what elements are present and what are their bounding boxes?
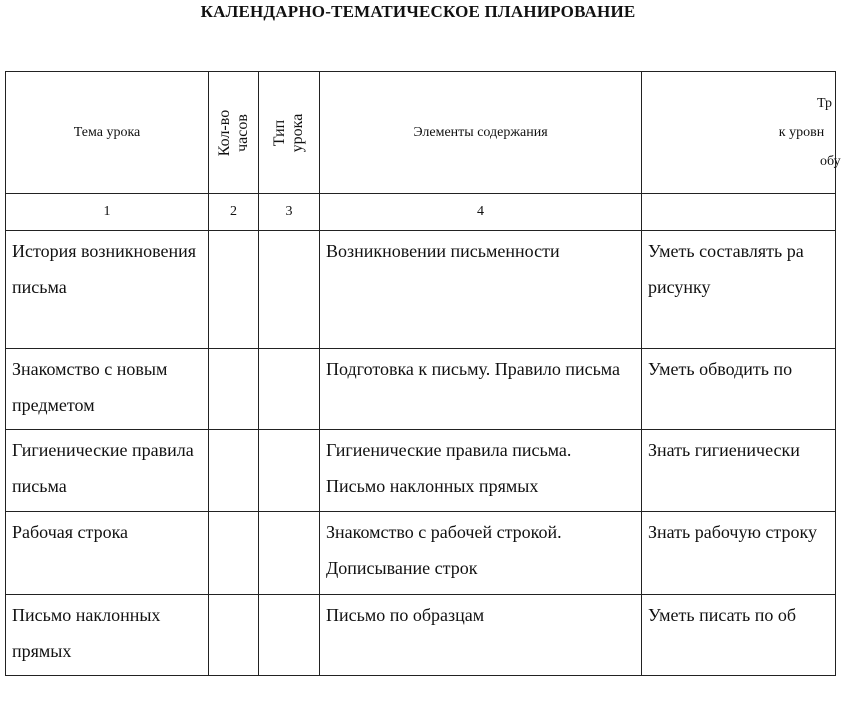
- table-row: [6, 512, 836, 595]
- row-type: [259, 231, 320, 349]
- row-topic: Рабочая строка: [6, 512, 209, 595]
- header-row: [6, 72, 836, 194]
- page-title: КАЛЕНДАРНО-ТЕМАТИЧЕСКОЕ ПЛАНИРОВАНИЕ: [200, 2, 636, 21]
- row-topic: Письмо наклонных прямых: [6, 595, 209, 676]
- header-req-line1: Тр: [816, 96, 833, 111]
- row-content: Письмо по образцам: [320, 595, 642, 676]
- header-hours-line2: часов: [233, 113, 251, 152]
- column-number: 2: [209, 194, 259, 231]
- header-topic: Тема урока: [6, 72, 209, 194]
- header-hours: [209, 72, 259, 194]
- row-hours: [209, 512, 259, 595]
- row-topic: История возникновения письма: [6, 231, 209, 349]
- column-number: 1: [6, 194, 209, 231]
- row-type: [259, 512, 320, 595]
- row-topic: Гигиенические правила письма: [6, 430, 209, 512]
- row-content: Возникновении письменности: [320, 231, 642, 349]
- row-type: [259, 430, 320, 512]
- header-req-line3: обу: [820, 154, 841, 169]
- row-requirement: Уметь писать по об: [642, 595, 836, 676]
- row-requirement: Уметь обводить по: [642, 349, 836, 430]
- table-row: [6, 231, 836, 349]
- row-hours: [209, 430, 259, 512]
- row-topic: Знакомство с новым предметом: [6, 349, 209, 430]
- row-hours: [209, 231, 259, 349]
- row-hours: [209, 349, 259, 430]
- row-content: Знакомство с рабочей строкой. Дописывание строк: [320, 512, 642, 595]
- column-number-row: [6, 194, 836, 231]
- header-content: Элементы содержания: [320, 72, 642, 194]
- row-content: Подготовка к письму. Правило письма: [320, 349, 642, 430]
- header-type-line2: урока: [289, 113, 306, 152]
- header-type-line1: Тип: [271, 119, 288, 146]
- column-number: [642, 194, 836, 231]
- table-row: [6, 430, 836, 512]
- table-row: [6, 595, 836, 676]
- table-row: [6, 349, 836, 430]
- column-number: 3: [259, 194, 320, 231]
- header-req-line2: к уровн: [778, 125, 825, 140]
- row-type: [259, 349, 320, 430]
- row-requirement: Знать рабочую строку: [642, 512, 836, 595]
- row-hours: [209, 595, 259, 676]
- row-requirement: Уметь составлять ра рисунку: [642, 231, 836, 349]
- planning-table: [5, 71, 841, 676]
- header-requirements: [642, 72, 841, 194]
- row-type: [259, 595, 320, 676]
- row-requirement: Знать гигиенически: [642, 430, 836, 512]
- column-number: 4: [320, 194, 642, 231]
- row-content: Гигиенические правила письма. Письмо наклонных прямых: [320, 430, 642, 512]
- header-hours-line1: Кол-во: [215, 109, 233, 156]
- header-type: [259, 72, 320, 194]
